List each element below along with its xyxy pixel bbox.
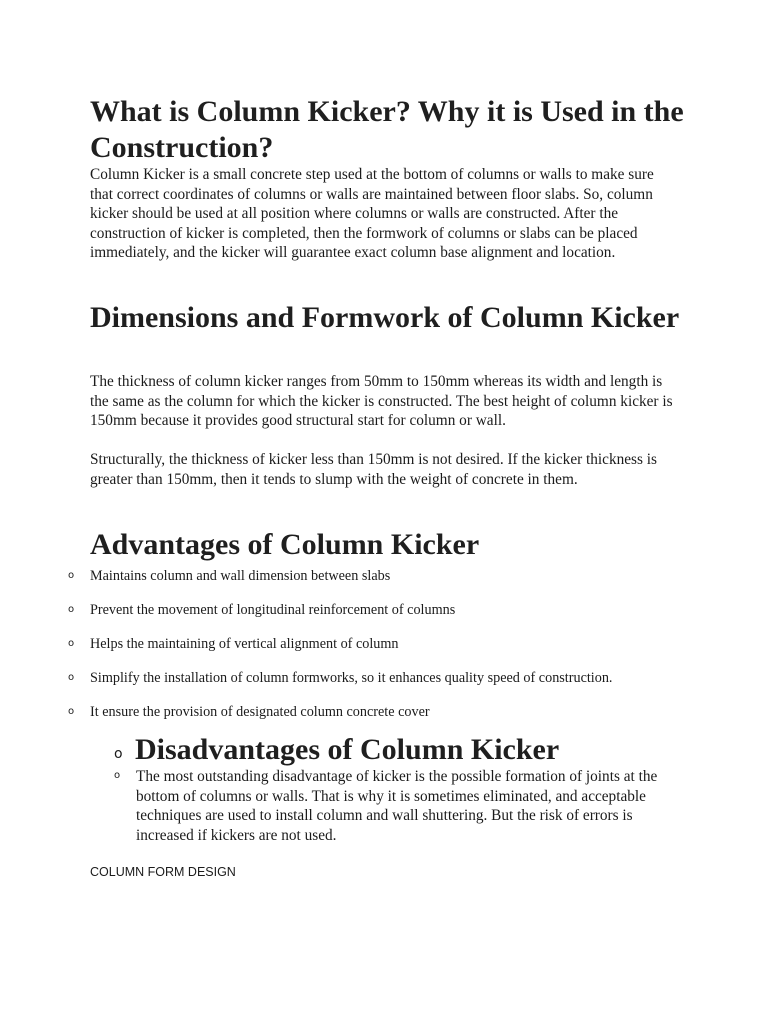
advantage-item-text: It ensure the provision of designated column concrete cover: [90, 704, 430, 720]
heading-what-is-column-kicker: What is Column Kicker? Why it is Used in the Construction?: [90, 95, 684, 164]
paragraph-kicker-thickness: The thickness of column kicker ranges from 50mm to 150mm whereas its width and length is the same as the column for which the kicker is constructed. The best height of column kicker is 150mm because it provides good structural start for column or wall.: [90, 373, 673, 429]
hollow-circle-bullet-icon: o: [114, 746, 123, 762]
heading-advantages: Advantages of Column Kicker: [90, 528, 480, 561]
list-item: [0, 566, 700, 586]
paragraph-disadvantage-detail: The most outstanding disadvantage of kicker is the possible formation of joints at the bottom of columns or walls. That is why it is sometimes eliminated, and acceptable techniques are used to install column and wall shuttering. But the risk of errors is increased if kickers are not used.: [136, 768, 658, 844]
hollow-circle-bullet-icon: o: [68, 706, 75, 717]
hollow-circle-bullet-icon: o: [68, 672, 75, 683]
advantage-item-text: Maintains column and wall dimension between slabs: [90, 568, 391, 584]
heading-disadvantages: Disadvantages of Column Kicker: [135, 733, 560, 766]
advantage-item-text: Helps the maintaining of vertical alignment of column: [90, 636, 399, 652]
paragraph-column-kicker-definition: Column Kicker is a small concrete step used at the bottom of columns or walls to make sure that correct coordinates of columns or walls are maintained between floor slabs. So, column kicker should be used at all position where columns or walls are constructed. After the construction of kicker is completed, then the formwork of columns or slabs can be placed immediately, and the kicker will guarantee exact column base alignment and location.: [90, 166, 654, 261]
list-item: [0, 668, 700, 688]
hollow-circle-bullet-icon: o: [68, 570, 75, 581]
hollow-circle-bullet-icon: o: [68, 604, 75, 615]
paragraph-kicker-structural-note: Structurally, the thickness of kicker less than 150mm is not desired. If the kicker thickness is greater than 150mm, then it tends to slump with the weight of concrete in them.: [90, 451, 657, 488]
column-form-design-label: COLUMN FORM DESIGN: [90, 865, 236, 879]
advantage-item-text: Simplify the installation of column formworks, so it enhances quality speed of construction.: [90, 670, 613, 686]
list-item: [0, 600, 700, 620]
heading-dimensions-formwork: Dimensions and Formwork of Column Kicker: [90, 301, 680, 334]
list-item: [0, 634, 700, 654]
list-item: [0, 702, 700, 722]
advantage-item-text: Prevent the movement of longitudinal reinforcement of columns: [90, 602, 456, 618]
hollow-circle-bullet-icon: o: [68, 638, 75, 649]
hollow-circle-bullet-icon: o: [114, 770, 121, 781]
